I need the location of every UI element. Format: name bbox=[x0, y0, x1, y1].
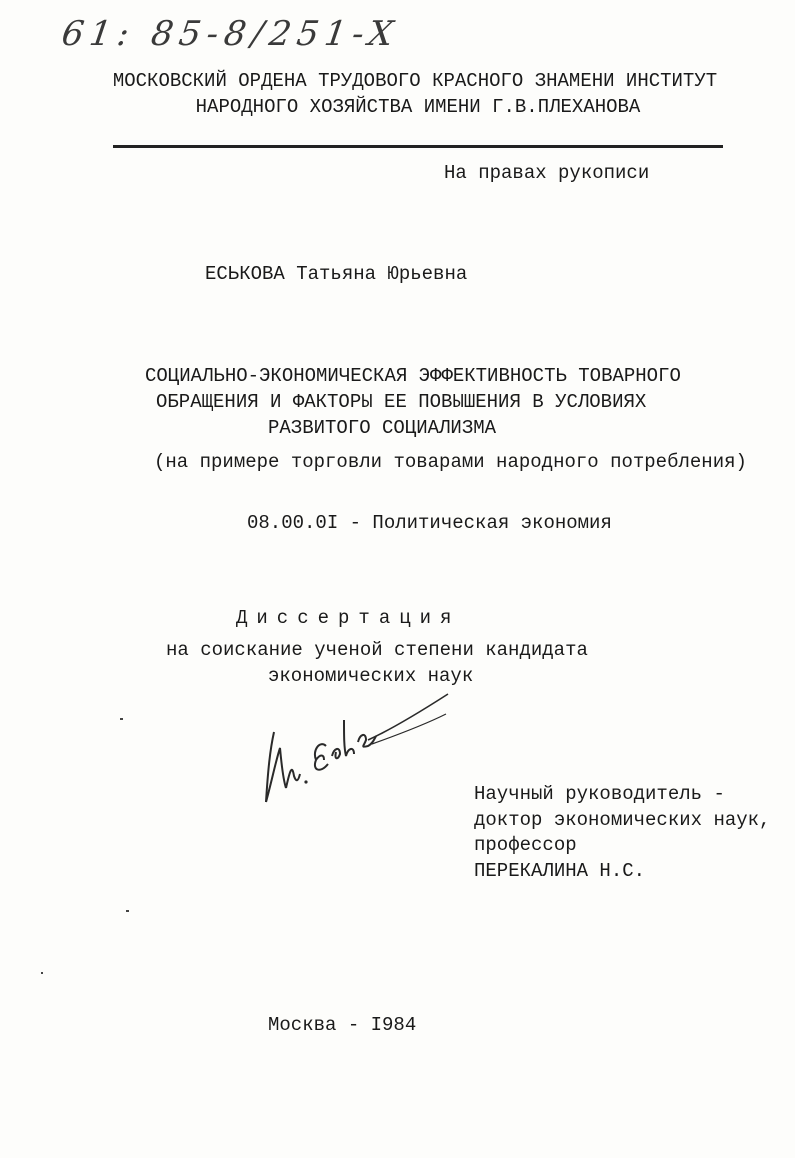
rights-note: На правах рукописи bbox=[444, 162, 650, 184]
work-type-heading: Диссертация bbox=[236, 607, 461, 629]
title-line-2: ОБРАЩЕНИЯ И ФАКТОРЫ ЕЕ ПОВЫШЕНИЯ В УСЛОВИЯХ bbox=[156, 391, 647, 413]
author-signature bbox=[250, 690, 460, 810]
header-divider bbox=[113, 145, 723, 148]
title-line-3: РАЗВИТОГО СОЦИАЛИЗМА bbox=[268, 417, 497, 439]
paper-speck bbox=[126, 910, 129, 912]
work-type-line-1: на соискание ученой степени кандидата bbox=[166, 639, 588, 661]
archive-code-handwritten: 61: 85-8/251-X bbox=[59, 14, 402, 54]
institute-line-1: МОСКОВСКИЙ ОРДЕНА ТРУДОВОГО КРАСНОГО ЗНАМЕНИ ИНСТИТУТ bbox=[112, 70, 718, 92]
paper-speck bbox=[120, 718, 123, 720]
institute-line-2: НАРОДНОГО ХОЗЯЙСТВА ИМЕНИ Г.В.ПЛЕХАНОВА bbox=[195, 96, 641, 118]
specialty-code: 08.00.0I - Политическая экономия bbox=[247, 512, 612, 534]
supervisor-line-3: профессор bbox=[474, 834, 577, 856]
paper-speck bbox=[41, 972, 43, 974]
supervisor-line-2: доктор экономических наук, bbox=[474, 809, 771, 831]
author-name: ЕСЬКОВА Татьяна Юрьевна bbox=[205, 263, 468, 285]
supervisor-line-4: ПЕРЕКАЛИНА Н.С. bbox=[474, 860, 646, 882]
place-and-year: Москва - I984 bbox=[268, 1014, 417, 1036]
work-type-line-2: экономических наук bbox=[268, 665, 474, 687]
supervisor-line-1: Научный руководитель - bbox=[474, 783, 725, 805]
title-line-1: СОЦИАЛЬНО-ЭКОНОМИЧЕСКАЯ ЭФФЕКТИВНОСТЬ ТОВАРНОГО bbox=[145, 365, 681, 387]
title-subtitle: (на примере торговли товарами народного потребления) bbox=[154, 451, 747, 473]
